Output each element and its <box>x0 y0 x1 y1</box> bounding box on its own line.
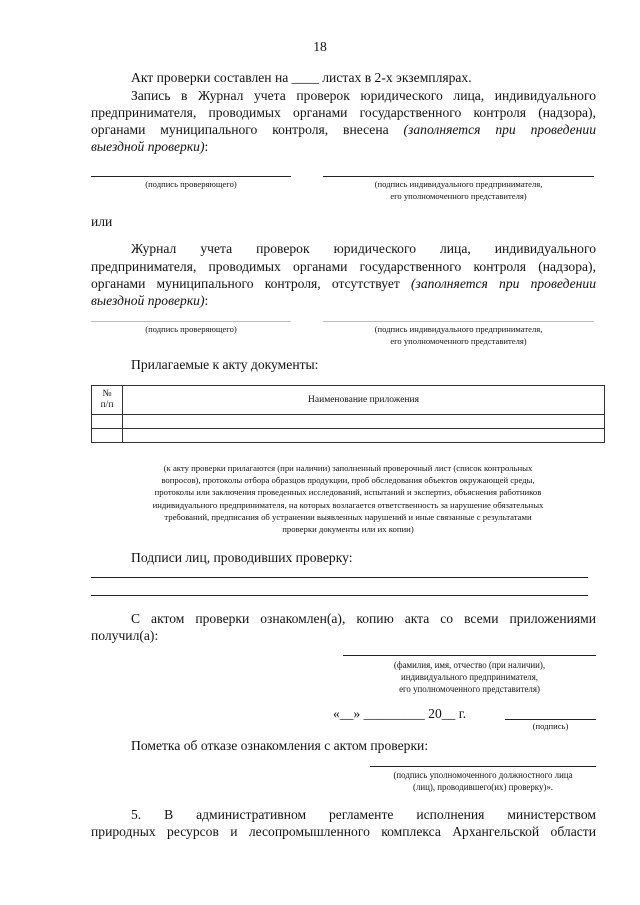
journal-entry-line-2: предпринимателя, проводимых органами государственного контроля (надзора), <box>91 105 596 120</box>
date-line: «__» _________ 20__ г. <box>333 706 467 721</box>
table-row <box>92 415 605 429</box>
entrepreneur-signature-line <box>323 176 594 177</box>
page-number: 18 <box>313 39 327 54</box>
attachment-name-column-header: Наименование приложения <box>123 386 605 415</box>
table-header-row <box>92 386 605 415</box>
journal-entry-line-3: органами муниципального контроля, внесена (заполняется при проведении <box>91 122 597 137</box>
refusal-signature-line <box>370 766 596 767</box>
refusal-heading: Пометка об отказе ознакомления с актом проверки: <box>131 738 429 753</box>
entrepreneur-signature-label-1: (подпись индивидуального предпринимателя, <box>374 179 543 189</box>
acquainted-line-2: получил(а): <box>91 628 159 643</box>
entrepreneur-signature-line-2 <box>323 321 594 322</box>
inspector-signature-label-2: (подпись проверяющего) <box>145 324 237 334</box>
acquainted-line-1: С актом проверки ознакомлен(а), копию акта со всеми приложениями <box>131 611 596 626</box>
or-word: или <box>91 214 113 229</box>
journal-entry-line-4: выездной проверки): <box>91 139 209 154</box>
inspector-signature-line <box>91 176 291 177</box>
attachments-note: (к акту проверки прилагаются (при наличии) заполненный проверочный лист (список контрольных вопросов), протоколы отбора образцов продукции, проб обследования объектов окружающей среды, протоколы или заключения проведенных исследований, испытаний и экспертиз, объяснения работников индивидуального предпринимателя, на которых возлагается ответственность за нарушение обязательных требований, предписания об устранении выявленных нарушений и иные связанные с результатами проверки документы или их копии) <box>152 463 544 535</box>
fio-line <box>343 655 596 656</box>
inspector-signature-label: (подпись проверяющего) <box>145 179 237 189</box>
inspector-signature-line-2 <box>91 321 291 322</box>
inspectors-signatures-heading: Подписи лиц, проводивших проверку: <box>131 550 353 565</box>
journal-absent-line-2: предпринимателя, проводимых органами государственного контроля (надзора), <box>91 259 596 274</box>
journal-entry-line-1: Запись в Журнал учета проверок юридического лица, индивидуального <box>131 88 596 103</box>
entrepreneur-signature-label-2a: (подпись индивидуального предпринимателя, <box>374 324 543 334</box>
table-row <box>92 429 605 443</box>
paragraph-5-line-2: природных ресурсов и лесопромышленного комплекса Архангельской области <box>91 824 596 839</box>
date-signature-label: (подпись) <box>532 721 569 731</box>
entrepreneur-signature-label-2b: его уполномоченного представителя) <box>390 336 527 346</box>
inspectors-signature-line-1 <box>91 577 588 578</box>
paragraph-5-line-1: 5. В административном регламенте исполнения министерством <box>131 807 596 822</box>
journal-absent-line-1: Журнал учета проверок юридического лица, индивидуального <box>131 241 596 256</box>
journal-absent-line-4: выездной проверки): <box>91 293 209 308</box>
journal-absent-line-3: органами муниципального контроля, отсутствует (заполняется при проведении <box>91 276 596 291</box>
fio-label: (фамилия, имя, отчество (при наличии), индивидуального предпринимателя, его уполномоченного представителя) <box>393 660 546 694</box>
inspectors-signature-line-2 <box>91 595 588 596</box>
refusal-signature-label: (подпись уполномоченного должностного лица (лиц), проводившего(их) проверку)». <box>393 770 573 792</box>
sheets-count-line: Акт проверки составлен на ____ листах в 2-х экземплярах. <box>131 70 472 85</box>
attached-documents-heading: Прилагаемые к акту документы: <box>131 357 319 372</box>
entrepreneur-signature-label-2: его уполномоченного представителя) <box>390 191 527 201</box>
attachments-table <box>91 385 605 443</box>
number-column-header: № п/п <box>92 386 123 415</box>
